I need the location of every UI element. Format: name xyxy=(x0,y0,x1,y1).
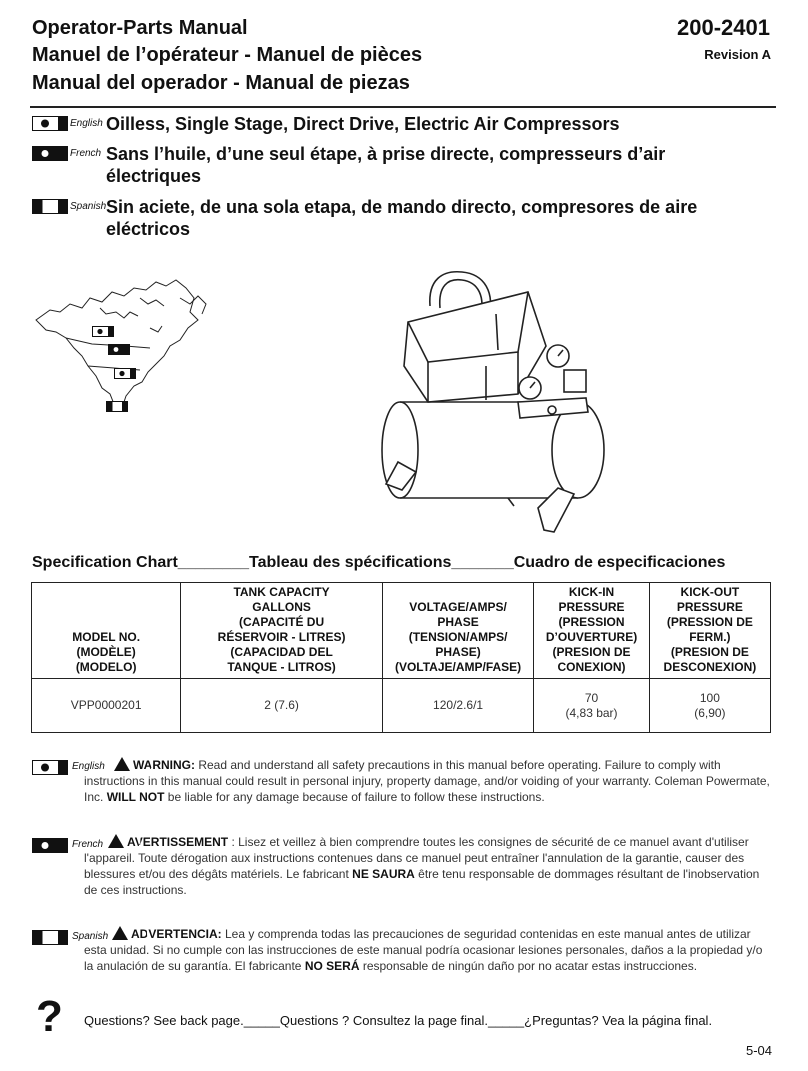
english-flag-icon xyxy=(32,760,68,775)
column-header-model: MODEL NO. (MODÈLE) (MODELO) xyxy=(32,583,181,679)
heading-row-spanish xyxy=(32,196,697,240)
column-header-tank-capacity: TANK CAPACITY GALLONS (CAPACITÉ DU RÉSERVOIR - LITRES) (CAPACIDAD DEL TANQUE - LITROS) xyxy=(181,583,383,679)
title-english: Operator-Parts Manual xyxy=(32,17,248,39)
warning-triangle-icon xyxy=(112,926,128,940)
product-heading-french-line1: Sans l’huile, d’une seul étape, à prise directe, compresseurs d’air xyxy=(106,144,666,164)
spanish-flag-icon xyxy=(32,930,68,945)
french-flag-icon xyxy=(32,146,68,161)
warning-triangle-icon xyxy=(114,757,130,771)
column-header-kick-out: KICK-OUT PRESSURE (PRESSION DE FERM.) (PRESION DE DESCONEXION) xyxy=(649,583,770,679)
cell-model: VPP0000201 xyxy=(32,679,181,733)
product-heading-spanish-line2: eléctricos xyxy=(106,219,191,239)
cell-voltage: 120/2.6/1 xyxy=(382,679,533,733)
cell-kick-in: 70 (4,83 bar) xyxy=(534,679,650,733)
spanish-warning-flag-row xyxy=(32,927,68,950)
map-english-flag-icon xyxy=(92,326,114,337)
language-spanish: Spanish xyxy=(72,931,109,942)
warning-english: ! WARNING: Read and understand all safety precautions in this manual before operating. Failure to comply with instructions in this manual could result in personal injury, property damage, and/or voiding of your warranty. Coleman Powermate, Inc. WILL NOT be liable for any damage because of failure to follow these instructions. xyxy=(84,757,774,805)
spanish-flag-icon xyxy=(32,199,68,214)
language-english: English xyxy=(70,118,103,129)
heading-row-english xyxy=(32,113,620,135)
language-spanish: Spanish xyxy=(70,201,107,212)
product-heading-english: Oilless, Single Stage, Direct Drive, Electric Air Compressors xyxy=(106,114,620,134)
warning-french: ! AVERTISSEMENT : Lisez et veillez à bien comprendre toutes les consignes de sécurité de ce manuel avant d'utiliser l'appareil. Toute dérogation aux instructions contenues dans ce manuel peut entraîner l'annulation de la garantie, causer des blessures et/ou des dégâts matériels. Le fabricant NE SAURA être tenu responsable de dommages résultant de l'inobservation de ces instructions. xyxy=(84,834,774,898)
english-flag-icon xyxy=(32,116,68,131)
document-number: 200-2401 xyxy=(677,15,770,40)
header-divider xyxy=(30,106,776,108)
english-warning-flag-row xyxy=(32,757,68,780)
heading-row-french xyxy=(32,143,665,187)
north-america-map-illustration xyxy=(30,268,210,418)
warning-triangle-icon xyxy=(108,834,124,848)
language-french: French xyxy=(70,148,102,159)
questions-footer-text: Questions? See back page._____Questions ? Consultez la page final._____¿Preguntas? Vea la página final. xyxy=(84,1013,713,1028)
language-french: French xyxy=(72,839,104,850)
product-heading-spanish-line1: Sin aciete, de una sola etapa, de mando directo, compresores de aire xyxy=(106,197,698,217)
column-header-voltage: VOLTAGE/AMPS/ PHASE (TENSION/AMPS/ PHASE) (VOLTAJE/AMP/FASE) xyxy=(382,583,533,679)
cell-tank-capacity: 2 (7.6) xyxy=(181,679,383,733)
table-header-row xyxy=(32,583,771,679)
page-number: 5-04 xyxy=(745,1043,772,1058)
title-french: Manuel de l’opérateur - Manuel de pièces xyxy=(32,44,423,66)
map-spanish-flag-icon xyxy=(106,401,128,412)
french-warning-flag-row xyxy=(32,835,68,858)
specification-chart-title: Specification Chart________Tableau des spécifications_______Cuadro de especificaciones xyxy=(32,554,726,571)
column-header-kick-in: KICK-IN PRESSURE (PRESSION D’OUVERTURE) (PRESION DE CONEXION) xyxy=(534,583,650,679)
map-french-flag-icon xyxy=(108,344,130,355)
revision-label: Revision A xyxy=(704,47,771,62)
cell-kick-out: 100 (6,90) xyxy=(649,679,770,733)
map-english-flag-icon xyxy=(114,368,136,379)
question-mark-icon: ? xyxy=(36,992,63,1041)
air-compressor-illustration xyxy=(368,262,628,542)
product-heading-french-line2: électriques xyxy=(106,166,202,186)
title-spanish: Manual del operador - Manual de piezas xyxy=(32,72,410,94)
specification-table xyxy=(31,582,771,733)
language-english: English xyxy=(72,761,105,772)
table-row xyxy=(32,679,771,733)
warning-spanish: ! ADVERTENCIA: Lea y comprenda todas las precauciones de seguridad contenidas en este manual antes de utilizar esta unidad. Si no cumple con las instrucciones de este manual podría ocasionar lesiones personales, daños a la propiedad y/o la anulación de su garantía. El fabricante NO SERÁ responsable de ningún daño por no acatar estas instrucciones. xyxy=(84,926,774,974)
french-flag-icon xyxy=(32,838,68,853)
